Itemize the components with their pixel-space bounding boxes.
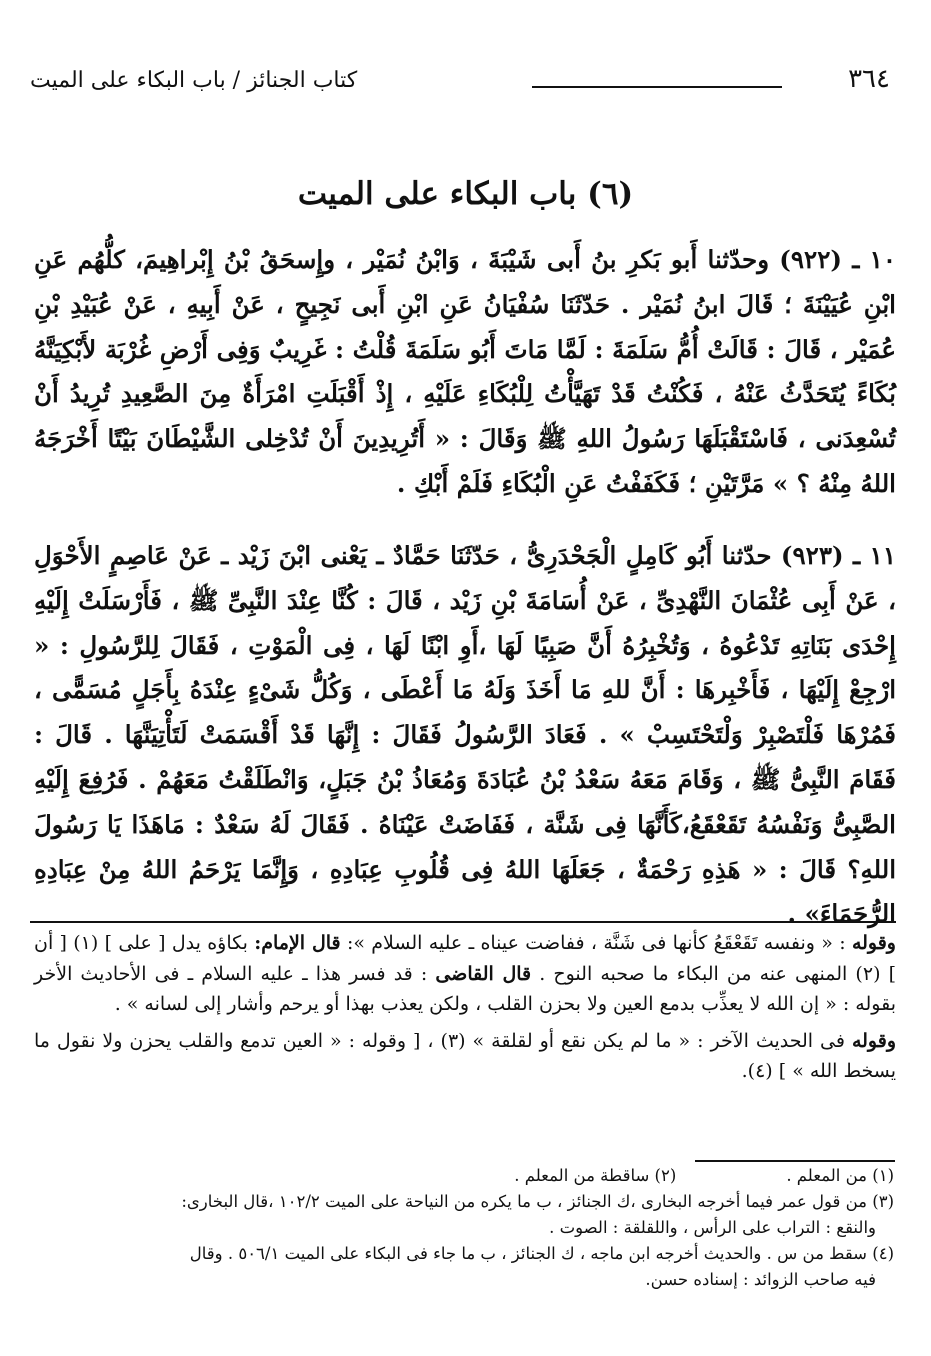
- chapter-title: (٦) باب البكاء على الميت: [297, 176, 634, 212]
- commentary-lead: وقوله: [851, 1029, 897, 1052]
- page-number: ٣٦٤: [848, 64, 890, 94]
- footnote-2: (٢) ساقطة من المعلم .: [514, 1166, 677, 1185]
- hadith-text: ١١ ـ (٩٢٣) حدّثنا أَبُو كَامِلٍ الْجَحْدَرِىُّ ، حَدّثَنَا حَمَّادٌ ـ يَعْنى ابْنَ زَيْد ـ عَنْ عَاصِمٍ الأَحْوَلِ ، عَنْ أَبِى عُثْمَانَ النَّهْدِىِّ ، عَنْ أُسَامَةَ بْنِ زَيْد ، قَالَ : كُنَّا عِنْدَ النَّبِىِّ ﷺ ، فَأَرْسَلَتْ إِلَيْهِ إِحْدَى بَنَاتِهِ تَدْعُوهُ ، وَتُخْبِرُهُ أَنَّ صَبِيًا لَهَا ،أَوِ ابْنًا لَهَا ، فِى الْمَوْتِ ، فَقَالَ لِلرَّسُولِ : « ارْجِعْ إِلَيْهَا ، فَأَخْبِرهَا : أَنَّ للهِ مَا أَخَذَ وَلَهُ مَا أَعْطَى ، وَكُلُّ شَىْءٍ عِنْدَهُ بِأَجَلٍ مُسَمًّى ، فَمُرْهَا فَلْتَصْبِرْ وَلْتَحْتَسِبْ » . فَعَادَ الرَّسُولُ فَقَالَ : إِنَّهَا قَدْ أَقْسَمَتْ لَتَأْتِيَنَّهَا . قَالَ : فَقَامَ النَّبِىُّ ﷺ ، وَقَامَ مَعَهُ سَعْدُ بْنُ عُبَادَةَ وَمُعَاذُ بْنُ جَبَلٍ، وَانْطَلَقْتُ مَعَهُمْ . فَرُفِعَ إِلَيْهِ الصَّبِىُّ وَنَفْسُهُ تَقَعْقَعُ،كَأَنَّهَا فِى شَنَّة ، فَفَاضَتْ عَيْنَاهُ . فَقَالَ لَهُ سَعْدٌ : مَاهَذَا يَا رَسُولَ اللهِ؟ قَالَ : « هَذِهِ رَحْمَةٌ ، جَعَلَهَا اللهُ فِى قُلُوبِ عِبَادِهِ ، وَإِنَّمَا يَرْحَمُ اللهُ مِنْ عِبَادِهِ الرُّحَمَاءَ» .: [34, 541, 896, 929]
- footnote-4-continuation: فيه صاحب الزوائد : إسناده حسن.: [645, 1270, 876, 1289]
- footnotes-divider: [695, 1160, 895, 1162]
- commentary-divider: [30, 921, 896, 923]
- commentary-text: : قد فسر هذا ـ عليه السلام ـ فى الأحاديث الأخر بقوله : « إن الله لا يعذِّب بدمع العين ولا بحزن القلب ، ولكن يعذب بهذا أو يرحم وأشار إلى لسانه » .: [34, 962, 896, 1015]
- hadith-text: ١٠ ـ (٩٢٢) وحدّثنا أَبو بَكرِ بنُ أَبى شَيْبَةَ ، وَابْنُ نُمَيْر ، وإِسحَقُ بْنُ إِبْراهِيمَ، كلُّهُم عَنِ ابْنِ عُيَيْنَةَ ؛ قَالَ ابنُ نُمَيْر . حَدّثَنَا سُفْيَانُ عَنِ ابْنِ أَبى نَجِيحٍ ، عَنْ أَبِيهِ ، عَنْ عُبَيْدِ بْنِ عُمَيْر ، قَالَ : قَالَتْ أُمُّ سَلَمَةَ : لَمَّا مَاتَ أَبُو سَلَمَةَ قُلْتُ : غَرِيبٌ وَفِى أَرْضِ غُرْبَة لأَبْكِيَنَّهُ بُكَاءً يُتَحَدَّثُ عَنْهُ ، فَكُنْتُ قَدْ تَهَيَّأْتُ لِلْبُكَاءِ عَلَيْهِ ، إِذْ أَقْبَلَتِ امْرَأَةٌ مِنَ الصَّعِيدِ تُرِيدُ أَنْ تُسْعِدَنى ، فَاسْتَقْبَلَهَا رَسُولُ اللهِ ﷺ وَقَالَ : « أَتُرِيدِينَ أَنْ تُدْخِلى الشَّيْطَانَ بَيْتًا أَخْرَجَهُ اللهُ مِنْهُ ؟ » مَرَّتَيْنِ ؛ فَكَفَفْتُ عَنِ الْبُكَاءِ فَلَمْ أَبْكِ .: [34, 245, 896, 498]
- commentary-text: فى الحديث الآخر : « ما لم يكن نقع أو لقلقة » (٣) ، [ وقوله : « العين تدمع والقلب يحزن ولا نقول ما يسخط الله » ] (٤).: [34, 1029, 896, 1082]
- footnote-1: (١) من المعلم .: [786, 1166, 894, 1185]
- hadith-923: [34, 534, 896, 937]
- commentary-paragraph: [34, 928, 896, 1020]
- commentary-lead: وقوله: [851, 932, 896, 954]
- commentary-text: : « ونفسه تَقَعْقَعُ كأنها فى شَنَّة ، ففاضت عيناه ـ عليه السلام »:: [346, 932, 846, 954]
- running-title: كتاب الجنائز / باب البكاء على الميت: [30, 68, 358, 93]
- commentary-paragraph: [34, 1026, 896, 1087]
- commentary-text: بكاؤه يدل [ على ] (١) [ أن ] (٢) المنهى عنه من البكاء ما صحبه النوح .: [34, 932, 896, 985]
- header-rule: [532, 86, 782, 88]
- footnote-row: [34, 1163, 894, 1189]
- commentary-lead: قال الإمام:: [254, 932, 341, 954]
- footnote-3: (٣) من قول عمر فيما أخرجه البخارى ،ك الجنائز ، ب ما يكره من النياحة على الميت ١٠٢/٢ ،قال البخارى:: [181, 1192, 894, 1211]
- commentary-lead: قال القاضى: [435, 962, 532, 985]
- footnotes: [34, 1163, 894, 1293]
- hadith-922: [34, 238, 896, 507]
- commentary: [34, 928, 896, 1087]
- footnote-4: (٤) سقط من س . والحديث أخرجه ابن ماجه ، ك الجنائز ، ب ما جاء فى البكاء على الميت ٥٠٦/١ . وقال: [189, 1244, 894, 1263]
- running-header: [30, 62, 890, 102]
- footnote-3-continuation: والنقع : التراب على الرأس ، واللقلقة : الصوت .: [549, 1218, 876, 1237]
